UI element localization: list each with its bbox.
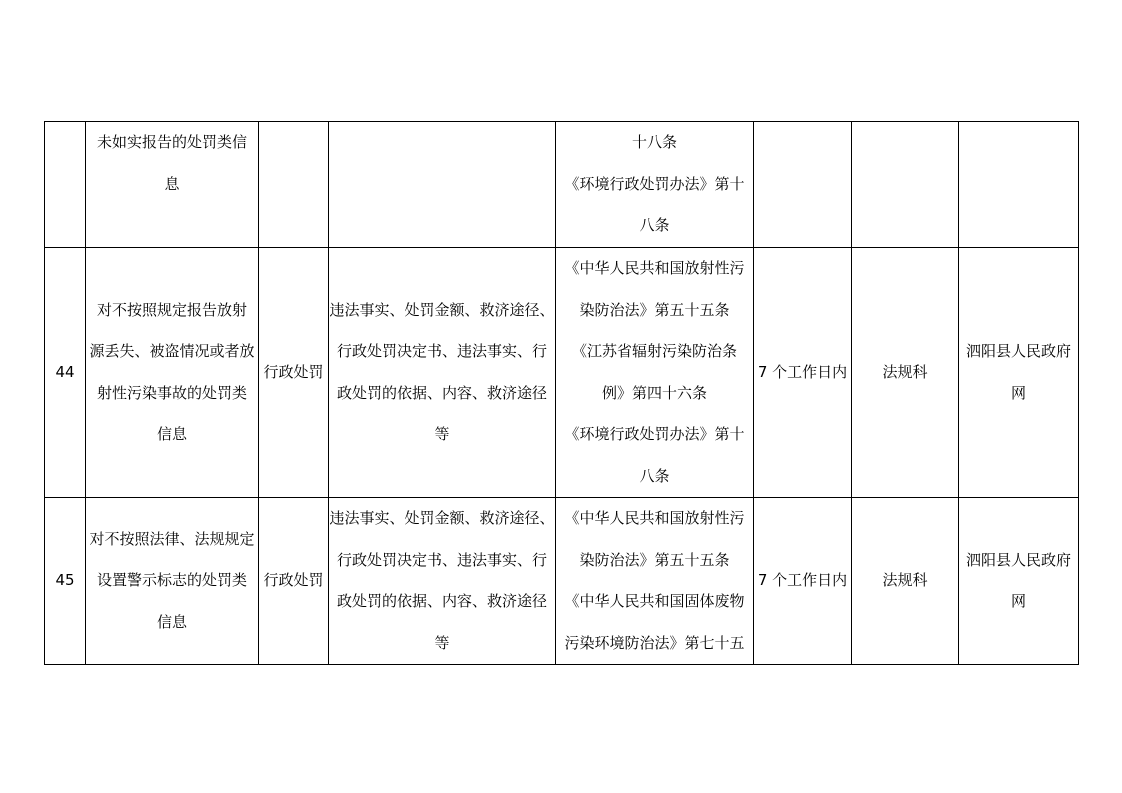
basis-line: 《中华人民共和国放射性污: [564, 259, 745, 277]
table-row: [45, 498, 1079, 665]
channel-cell: [959, 248, 1079, 498]
basis-line: 八条: [639, 466, 670, 485]
time-limit-cell: 7 个工作日内: [754, 248, 852, 498]
basis-cell: [556, 248, 754, 498]
item-line: 源丢失、被盗情况或者放: [89, 342, 255, 360]
basis-line: 《环境行政处罚办法》第十: [564, 174, 745, 193]
item-cell: [86, 248, 259, 498]
disclosure-table: [44, 121, 1079, 665]
basis-line: 《江苏省辐射污染防治条: [571, 342, 737, 360]
table-row: [45, 248, 1079, 498]
item-line: 息: [164, 174, 180, 193]
basis-line: 八条: [639, 216, 670, 235]
basis-cell: [556, 498, 754, 665]
content-cell: [329, 248, 556, 498]
content-line: 违法事实、处罚金额、救济途径、: [329, 300, 555, 319]
channel-cell: [959, 498, 1079, 665]
channel-line: 网: [1010, 383, 1026, 402]
department-cell: 法规科: [852, 498, 959, 665]
item-line: 未如实报告的处罚类信: [96, 133, 247, 151]
channel-line: 网: [1010, 592, 1026, 610]
basis-line: 《中华人民共和国放射性污: [564, 509, 745, 527]
content-line: 政处罚的依据、内容、救济途径: [336, 592, 547, 610]
department-cell: 法规科: [852, 248, 959, 498]
content-line: 等: [434, 425, 450, 443]
basis-cell: [556, 122, 754, 248]
content-line: 违法事实、处罚金额、救济途径、: [329, 509, 555, 527]
content-line: 政处罚的依据、内容、救济途径: [336, 383, 547, 402]
item-line: 信息: [156, 425, 187, 443]
content-cell: [329, 498, 556, 665]
time-limit-cell: 7 个工作日内: [754, 498, 852, 665]
basis-line: 《中华人民共和国固体废物: [564, 592, 745, 610]
item-line: 对不按照法律、法规规定: [89, 529, 255, 548]
basis-line: 例》第四十六条: [601, 383, 707, 402]
content-cell: [329, 122, 556, 248]
item-cell: [86, 122, 259, 248]
category-cell: [259, 122, 329, 248]
content-line: 行政处罚决定书、违法事实、行: [336, 550, 547, 569]
category-cell: 行政处罚: [259, 248, 329, 498]
time-limit-cell: [754, 122, 852, 248]
item-cell: [86, 498, 259, 665]
channel-line: 泗阳县人民政府: [965, 342, 1071, 360]
content-line: 行政处罚决定书、违法事实、行: [336, 342, 547, 360]
channel-line: 泗阳县人民政府: [965, 550, 1071, 569]
basis-line: 污染环境防治法》第七十五: [564, 633, 745, 652]
basis-line: 十八条: [631, 133, 677, 152]
content-line: 等: [434, 633, 450, 652]
item-line: 对不按照规定报告放射: [96, 300, 247, 319]
category-cell: 行政处罚: [259, 498, 329, 665]
item-line: 信息: [156, 612, 187, 631]
basis-line: 染防治法》第五十五条: [579, 550, 730, 569]
item-line: 射性污染事故的处罚类: [96, 383, 247, 402]
table-row: [45, 122, 1079, 248]
row-number-cell: [45, 122, 86, 248]
basis-line: 《环境行政处罚办法》第十: [564, 425, 745, 443]
channel-cell: [959, 122, 1079, 248]
item-line: 设置警示标志的处罚类: [96, 571, 247, 590]
row-number-cell: 45: [45, 498, 86, 665]
department-cell: [852, 122, 959, 248]
basis-line: 染防治法》第五十五条: [579, 300, 730, 319]
row-number-cell: 44: [45, 248, 86, 498]
